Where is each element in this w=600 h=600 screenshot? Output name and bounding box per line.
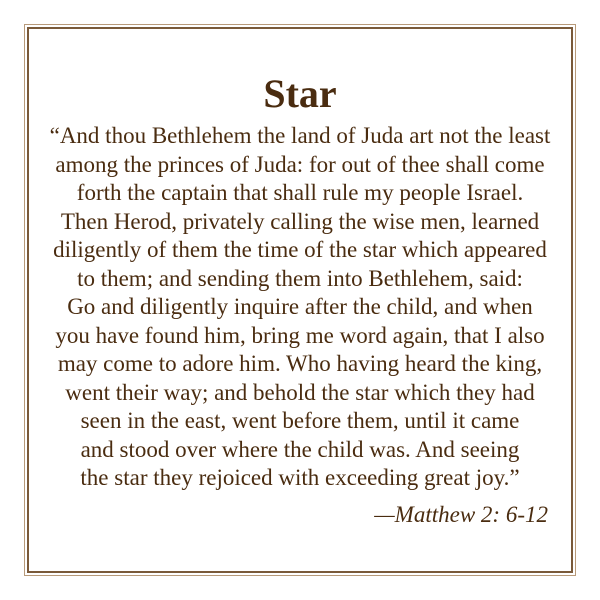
verse-line: Then Herod, privately calling the wise men, learned (60, 208, 540, 234)
verse-line: may come to adore him. Who having heard the king, (57, 351, 543, 376)
card-title: Star (263, 71, 337, 116)
verse-line: “And thou Bethlehem the land of Juda art not the least (49, 123, 551, 148)
verse-line: to them; and sending them into Bethlehem, said: (77, 265, 523, 291)
verse-text (40, 122, 560, 493)
scripture-citation: —Matthew 2: 6-12 (374, 501, 548, 527)
verse-line: Go and diligently inquire after the child, and when (67, 294, 533, 319)
verse-line: you have found him, bring me word again, that I also (55, 322, 545, 348)
verse-line: forth the captain that shall rule my people Israel. (76, 180, 524, 205)
verse-line: diligently of them the time of the star which appeared (53, 237, 547, 262)
verse-line: seen in the east, went before them, until it came (80, 408, 520, 433)
verse-line: among the princes of Juda: for out of thee shall come (55, 151, 545, 177)
verse-line: and stood over where the child was. And seeing (80, 436, 520, 462)
verse-line: the star they rejoiced with exceeding great joy.” (80, 465, 520, 490)
card-content (40, 72, 560, 529)
verse-line: went their way; and behold the star which they had (65, 379, 535, 405)
